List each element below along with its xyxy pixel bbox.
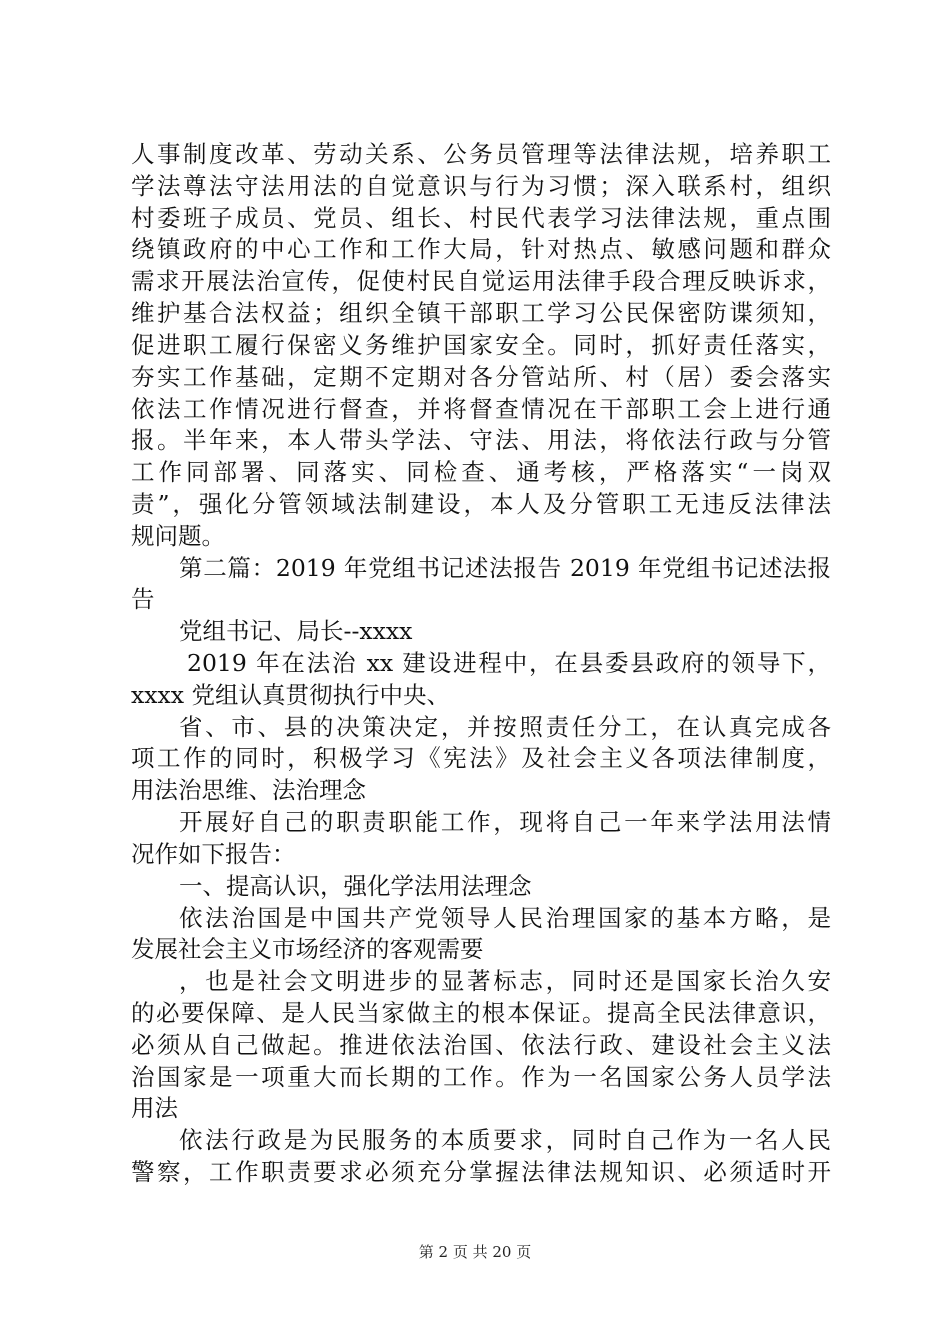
text-line-31: 用法 [131, 1094, 178, 1123]
text-line-12: 责”，强化分管领域法制建设，本人及分管职工无违反法律法 [131, 489, 831, 518]
section-heading-line-1: 第二篇：2019 年党组书记述法报告 2019 年党组书记述法报 [179, 553, 831, 582]
author-line: 党组书记、局长--xxxx [179, 617, 413, 646]
text-line-21: 用法治思维、法治理念 [131, 776, 366, 805]
text-line-3: 村委班子成员、党员、组长、村民代表学习法律法规，重点围 [131, 203, 831, 232]
text-line-4: 绕镇政府的中心工作和工作大局，针对热点、敏感问题和群众 [131, 235, 831, 264]
section-heading-line-2: 告 [131, 585, 155, 614]
text-line-29: 必须从自己做起。推进依法治国、依法行政、建设社会主义法 [131, 1030, 831, 1059]
text-line-32: 依法行政是为民服务的本质要求，同时自己作为一名人民 [179, 1126, 831, 1155]
subheading-line: 一、提高认识，强化学法用法理念 [179, 871, 532, 900]
text-line-19: 省、市、县的决策决定，并按照责任分工，在认真完成各 [179, 712, 831, 741]
text-line-10: 报。半年来，本人带头学法、守法、用法，将依法行政与分管 [131, 426, 831, 455]
text-line-23: 况作如下报告： [131, 839, 296, 868]
text-line-11: 工作同部署、同落实、同检查、通考核，严格落实“一岗双 [131, 458, 831, 487]
text-line-9: 依法工作情况进行督查，并将督查情况在干部职工会上进行通 [131, 394, 831, 423]
text-line-6: 维护基合法权益；组织全镇干部职工学习公民保密防谍须知， [131, 299, 831, 328]
text-line-17: 2019 年在法治 xx 建设进程中，在县委县政府的领导下， [187, 649, 831, 677]
text-line-2: 学法尊法守法用法的自觉意识与行为习惯；深入联系村，组织 [131, 171, 831, 200]
text-line-25: 依法治国是中国共产党领导人民治理国家的基本方略，是 [179, 903, 831, 932]
page-footer: 第 2 页 共 20 页 [418, 1243, 532, 1261]
text-line-13: 规问题。 [131, 521, 225, 550]
text-line-28: 的必要保障、是人民当家做主的根本保证。提高全民法律意识， [131, 998, 831, 1027]
text-line-33: 警察，工作职责要求必须充分掌握法律法规知识、必须适时开 [131, 1158, 831, 1186]
text-line-26: 发展社会主义市场经济的客观需要 [131, 935, 484, 964]
text-line-7: 促进职工履行保密义务维护国家安全。同时，抓好责任落实， [131, 330, 831, 359]
text-line-22: 开展好自己的职责职能工作，现将自己一年来学法用法情 [179, 808, 831, 837]
text-line-1: 人事制度改革、劳动关系、公务员管理等法律法规，培养职工 [131, 140, 831, 168]
text-line-5: 需求开展法治宣传，促使村民自觉运用法律手段合理反映诉求， [131, 267, 831, 296]
text-line-27: ，也是社会文明进步的显著标志，同时还是国家长治久安 [179, 967, 831, 996]
text-line-20: 项工作的同时，积极学习《宪法》及社会主义各项法律制度， [131, 744, 831, 773]
text-line-30: 治国家是一项重大而长期的工作。作为一名国家公务人员学法 [131, 1062, 831, 1091]
text-line-8: 夯实工作基础，定期不定期对各分管站所、村（居）委会落实 [131, 362, 831, 391]
text-line-18: xxxx 党组认真贯彻执行中央、 [131, 680, 450, 709]
